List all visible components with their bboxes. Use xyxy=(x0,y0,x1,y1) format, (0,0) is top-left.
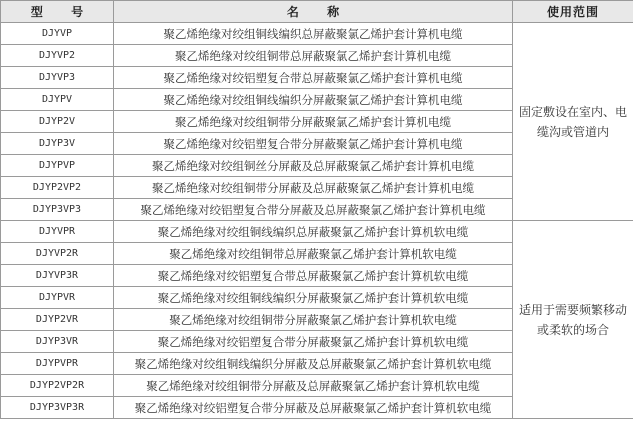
header-usage: 使用范围 xyxy=(513,1,633,23)
name-cell: 聚乙烯绝缘对绞铝塑复合带分屏蔽聚氯乙烯护套计算机软电缆 xyxy=(114,331,513,353)
usage-cell: 适用于需要频繁移动或柔软的场合 xyxy=(513,221,633,419)
header-name: 名 称 xyxy=(114,1,513,23)
model-cell: DJYP2VP2R xyxy=(1,375,114,397)
model-cell: DJYP2VP2 xyxy=(1,177,114,199)
table-row xyxy=(1,221,633,243)
model-cell: DJYP3V xyxy=(1,133,114,155)
model-cell: DJYVP3 xyxy=(1,67,114,89)
model-cell: DJYVP2 xyxy=(1,45,114,67)
model-cell: DJYP3VP3 xyxy=(1,199,114,221)
name-cell: 聚乙烯绝缘对绞组铜线编织分屏蔽及总屏蔽聚氯乙烯护套计算机软电缆 xyxy=(114,353,513,375)
name-cell: 聚乙烯绝缘对绞组铜线编织总屏蔽聚氯乙烯护套计算机软电缆 xyxy=(114,221,513,243)
name-cell: 聚乙烯绝缘对绞组铜带总屏蔽聚氯乙烯护套计算机软电缆 xyxy=(114,243,513,265)
name-cell: 聚乙烯绝缘对绞组铜带分屏蔽及总屏蔽聚氯乙烯护套计算机软电缆 xyxy=(114,375,513,397)
model-cell: DJYVPR xyxy=(1,221,114,243)
model-cell: DJYVP2R xyxy=(1,243,114,265)
model-cell: DJYPVPR xyxy=(1,353,114,375)
name-cell: 聚乙烯绝缘对绞铝塑复合带分屏蔽聚氯乙烯护套计算机电缆 xyxy=(114,133,513,155)
name-cell: 聚乙烯绝缘对绞组铜线编织总屏蔽聚氯乙烯护套计算机电缆 xyxy=(114,23,513,45)
name-cell: 聚乙烯绝缘对绞铝塑复合带分屏蔽及总屏蔽聚氯乙烯护套计算机电缆 xyxy=(114,199,513,221)
table-body xyxy=(1,23,633,419)
model-cell: DJYP2VR xyxy=(1,309,114,331)
name-cell: 聚乙烯绝缘对绞组铜带分屏蔽聚氯乙烯护套计算机电缆 xyxy=(114,111,513,133)
name-cell: 聚乙烯绝缘对绞组铜线编织分屏蔽聚氯乙烯护套计算机电缆 xyxy=(114,89,513,111)
model-cell: DJYVP xyxy=(1,23,114,45)
name-cell: 聚乙烯绝缘对绞组铜带总屏蔽聚氯乙烯护套计算机电缆 xyxy=(114,45,513,67)
name-cell: 聚乙烯绝缘对绞组铜丝分屏蔽及总屏蔽聚氯乙烯护套计算机电缆 xyxy=(114,155,513,177)
model-cell: DJYPV xyxy=(1,89,114,111)
name-cell: 聚乙烯绝缘对绞铝塑复合带总屏蔽聚氯乙烯护套计算机软电缆 xyxy=(114,265,513,287)
header-model: 型 号 xyxy=(1,1,114,23)
name-cell: 聚乙烯绝缘对绞组铜线编织分屏蔽聚氯乙烯护套计算机软电缆 xyxy=(114,287,513,309)
model-cell: DJYPVR xyxy=(1,287,114,309)
model-cell: DJYP3VP3R xyxy=(1,397,114,419)
name-cell: 聚乙烯绝缘对绞组铜带分屏蔽及总屏蔽聚氯乙烯护套计算机电缆 xyxy=(114,177,513,199)
name-cell: 聚乙烯绝缘对绞铝塑复合带分屏蔽及总屏蔽聚氯乙烯护套计算机软电缆 xyxy=(114,397,513,419)
model-cell: DJYVP3R xyxy=(1,265,114,287)
name-cell: 聚乙烯绝缘对绞铝塑复合带总屏蔽聚氯乙烯护套计算机电缆 xyxy=(114,67,513,89)
usage-cell: 固定敷设在室内、电缆沟或管道内 xyxy=(513,23,633,221)
model-cell: DJYP2V xyxy=(1,111,114,133)
model-cell: DJYP3VR xyxy=(1,331,114,353)
name-cell: 聚乙烯绝缘对绞组铜带分屏蔽聚氯乙烯护套计算机软电缆 xyxy=(114,309,513,331)
table-row xyxy=(1,23,633,45)
model-cell: DJYPVP xyxy=(1,155,114,177)
table-header xyxy=(1,1,633,23)
header-row xyxy=(1,1,633,23)
